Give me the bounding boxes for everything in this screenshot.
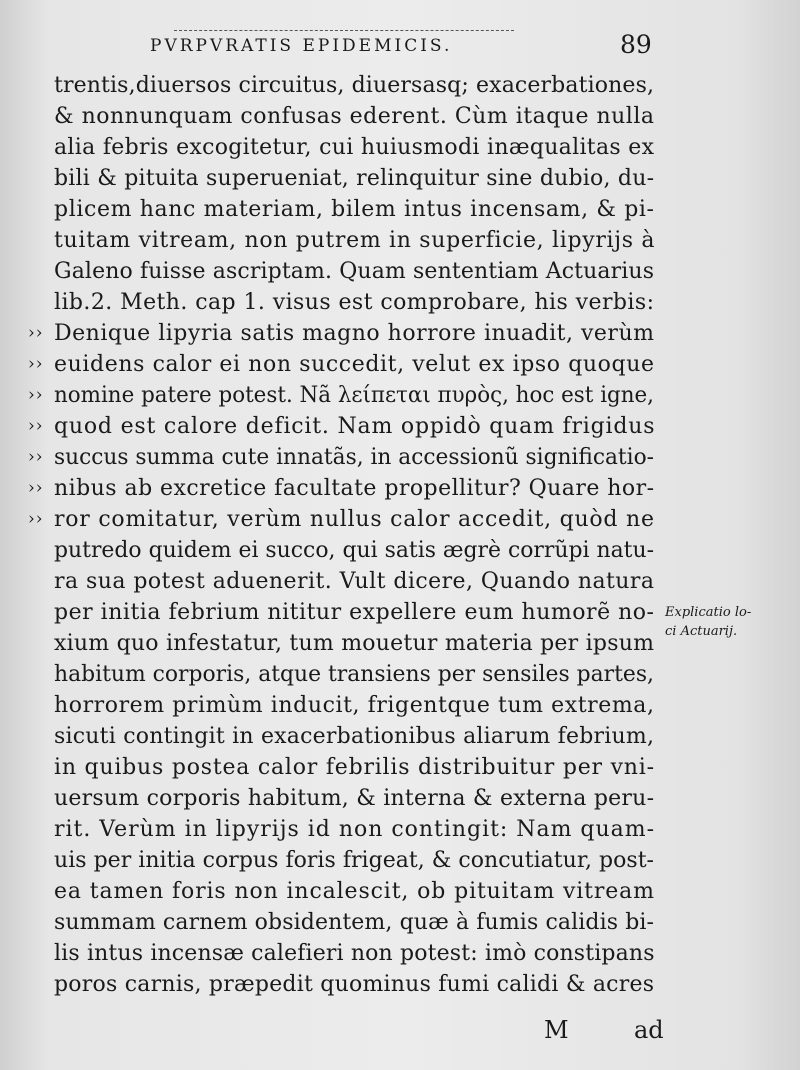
- margin-note-line: Explicatio lo-: [665, 605, 752, 620]
- quotation-marker: ››: [28, 447, 44, 467]
- text-line: [54, 194, 674, 225]
- running-title: PVRPVRATIS EPIDEMICIS.: [150, 36, 453, 56]
- text-line: [54, 938, 674, 969]
- text-line-content: & nonnunquam confusas ederent. Cùm itaque nulla: [54, 104, 655, 129]
- text-line-content: habitum corporis, atque transiens per sensiles partes,: [54, 662, 654, 687]
- text-line: [28, 380, 674, 411]
- text-line-content: poros carnis, præpedit quominus fumi calidi & acres: [54, 972, 655, 997]
- text-line: [54, 628, 674, 659]
- text-line-content: quod est calore deficit. Nam oppidò quam frigidus: [54, 414, 656, 439]
- text-line-content: plicem hanc materiam, bilem intus incensam, & pi-: [54, 197, 655, 222]
- text-line: [54, 163, 674, 194]
- text-line-content: per initia febrium nititur expellere eum humorẽ no-: [54, 600, 655, 625]
- text-line: [28, 504, 674, 535]
- signature-mark: M: [544, 1016, 569, 1044]
- text-line-content: tuitam vitream, non putrem in superficie, lipyrijs à: [54, 228, 656, 253]
- text-line-content: Denique lipyria satis magno horrore inuadit, verùm: [54, 321, 655, 346]
- page-header: [150, 30, 670, 64]
- margin-note-line: ci Actuarij.: [665, 624, 738, 639]
- header-rule: [174, 30, 514, 32]
- text-line-content: nibus ab excretice facultate propellitur? Quare hor-: [54, 476, 655, 501]
- text-line: [54, 969, 674, 1000]
- text-line-content: nomine patere potest. Nã λείπεται πυρὸς, hoc est igne,: [54, 383, 654, 408]
- text-line: [54, 876, 674, 907]
- text-line: [54, 132, 674, 163]
- quotation-marker: ››: [28, 385, 44, 405]
- text-line: [54, 566, 674, 597]
- text-line: [54, 907, 674, 938]
- text-line-content: Galeno fuisse ascriptam. Quam sententiam Actuarius: [54, 259, 655, 284]
- quotation-marker: ››: [28, 323, 44, 343]
- text-line-content: uersum corporis habitum, & interna & externa peru-: [54, 786, 655, 811]
- text-line-content: putredo quidem ei succo, qui satis ægrè corrũpi natu-: [54, 538, 654, 563]
- quotation-marker: ››: [28, 509, 44, 529]
- quotation-marker: ››: [28, 416, 44, 436]
- text-line-content: alia febris excogitetur, cui huiusmodi inæqualitas ex: [54, 135, 655, 160]
- text-line-content: ea tamen foris non incalescit, ob pituitam vitream: [54, 879, 655, 904]
- page-number: 89: [620, 30, 652, 59]
- text-line: [54, 752, 674, 783]
- text-line-content: ra sua potest aduenerit. Vult dicere, Quando natura: [54, 569, 655, 594]
- quotation-marker: ››: [28, 354, 44, 374]
- text-line-content: horrorem primùm inducit, frigentque tum extrema,: [54, 693, 655, 718]
- text-line: [54, 256, 674, 287]
- text-line: [54, 659, 674, 690]
- page-footer: [54, 1016, 664, 1050]
- text-line: [54, 783, 674, 814]
- text-line-content: euidens calor ei non succedit, velut ex ipso quoque: [54, 352, 655, 377]
- text-line-content: uis per initia corpus foris frigeat, & concutiatur, post-: [54, 848, 655, 873]
- quotation-marker: ››: [28, 478, 44, 498]
- text-line: [54, 535, 674, 566]
- catchword: ad: [634, 1016, 664, 1044]
- text-line: [54, 814, 674, 845]
- text-line-content: xium quo infestatur, tum mouetur materia per ipsum: [54, 631, 655, 656]
- text-line-content: trentis,diuersos circuitus, diuersasq; exacerbationes,: [54, 73, 655, 98]
- text-line: [54, 101, 674, 132]
- text-line-content: sicuti contingit in exacerbationibus aliarum febrium,: [54, 724, 655, 749]
- margin-note: [665, 603, 795, 641]
- text-line: [54, 597, 674, 628]
- text-line-content: ror comitatur, verùm nullus calor accedit, quòd ne: [54, 507, 655, 532]
- text-line: [28, 349, 674, 380]
- text-line: [54, 225, 674, 256]
- text-line: [28, 473, 674, 504]
- text-line-content: rit. Verùm in lipyrijs id non contingit: Nam quam-: [54, 817, 655, 842]
- body-text: [28, 70, 674, 1000]
- text-line: [54, 690, 674, 721]
- text-line-content: lis intus incensæ calefieri non potest: imò constipans: [54, 941, 655, 966]
- text-line: [28, 411, 674, 442]
- text-line-content: succus summa cute innatãs, in accessionũ significatio-: [54, 445, 654, 470]
- text-line: [28, 318, 674, 349]
- text-line: [54, 287, 674, 318]
- text-line-content: summam carnem obsidentem, quæ à fumis calidis bi-: [54, 910, 655, 935]
- text-line: [28, 442, 674, 473]
- text-line: [54, 70, 674, 101]
- text-line: [54, 721, 674, 752]
- text-line-content: bili & pituita superueniat, relinquitur sine dubio, du-: [54, 166, 655, 191]
- text-line-content: lib.2. Meth. cap 1. visus est comprobare, his verbis:: [54, 290, 655, 315]
- text-line-content: in quibus postea calor febrilis distribuitur per vni-: [54, 755, 655, 780]
- text-line: [54, 845, 674, 876]
